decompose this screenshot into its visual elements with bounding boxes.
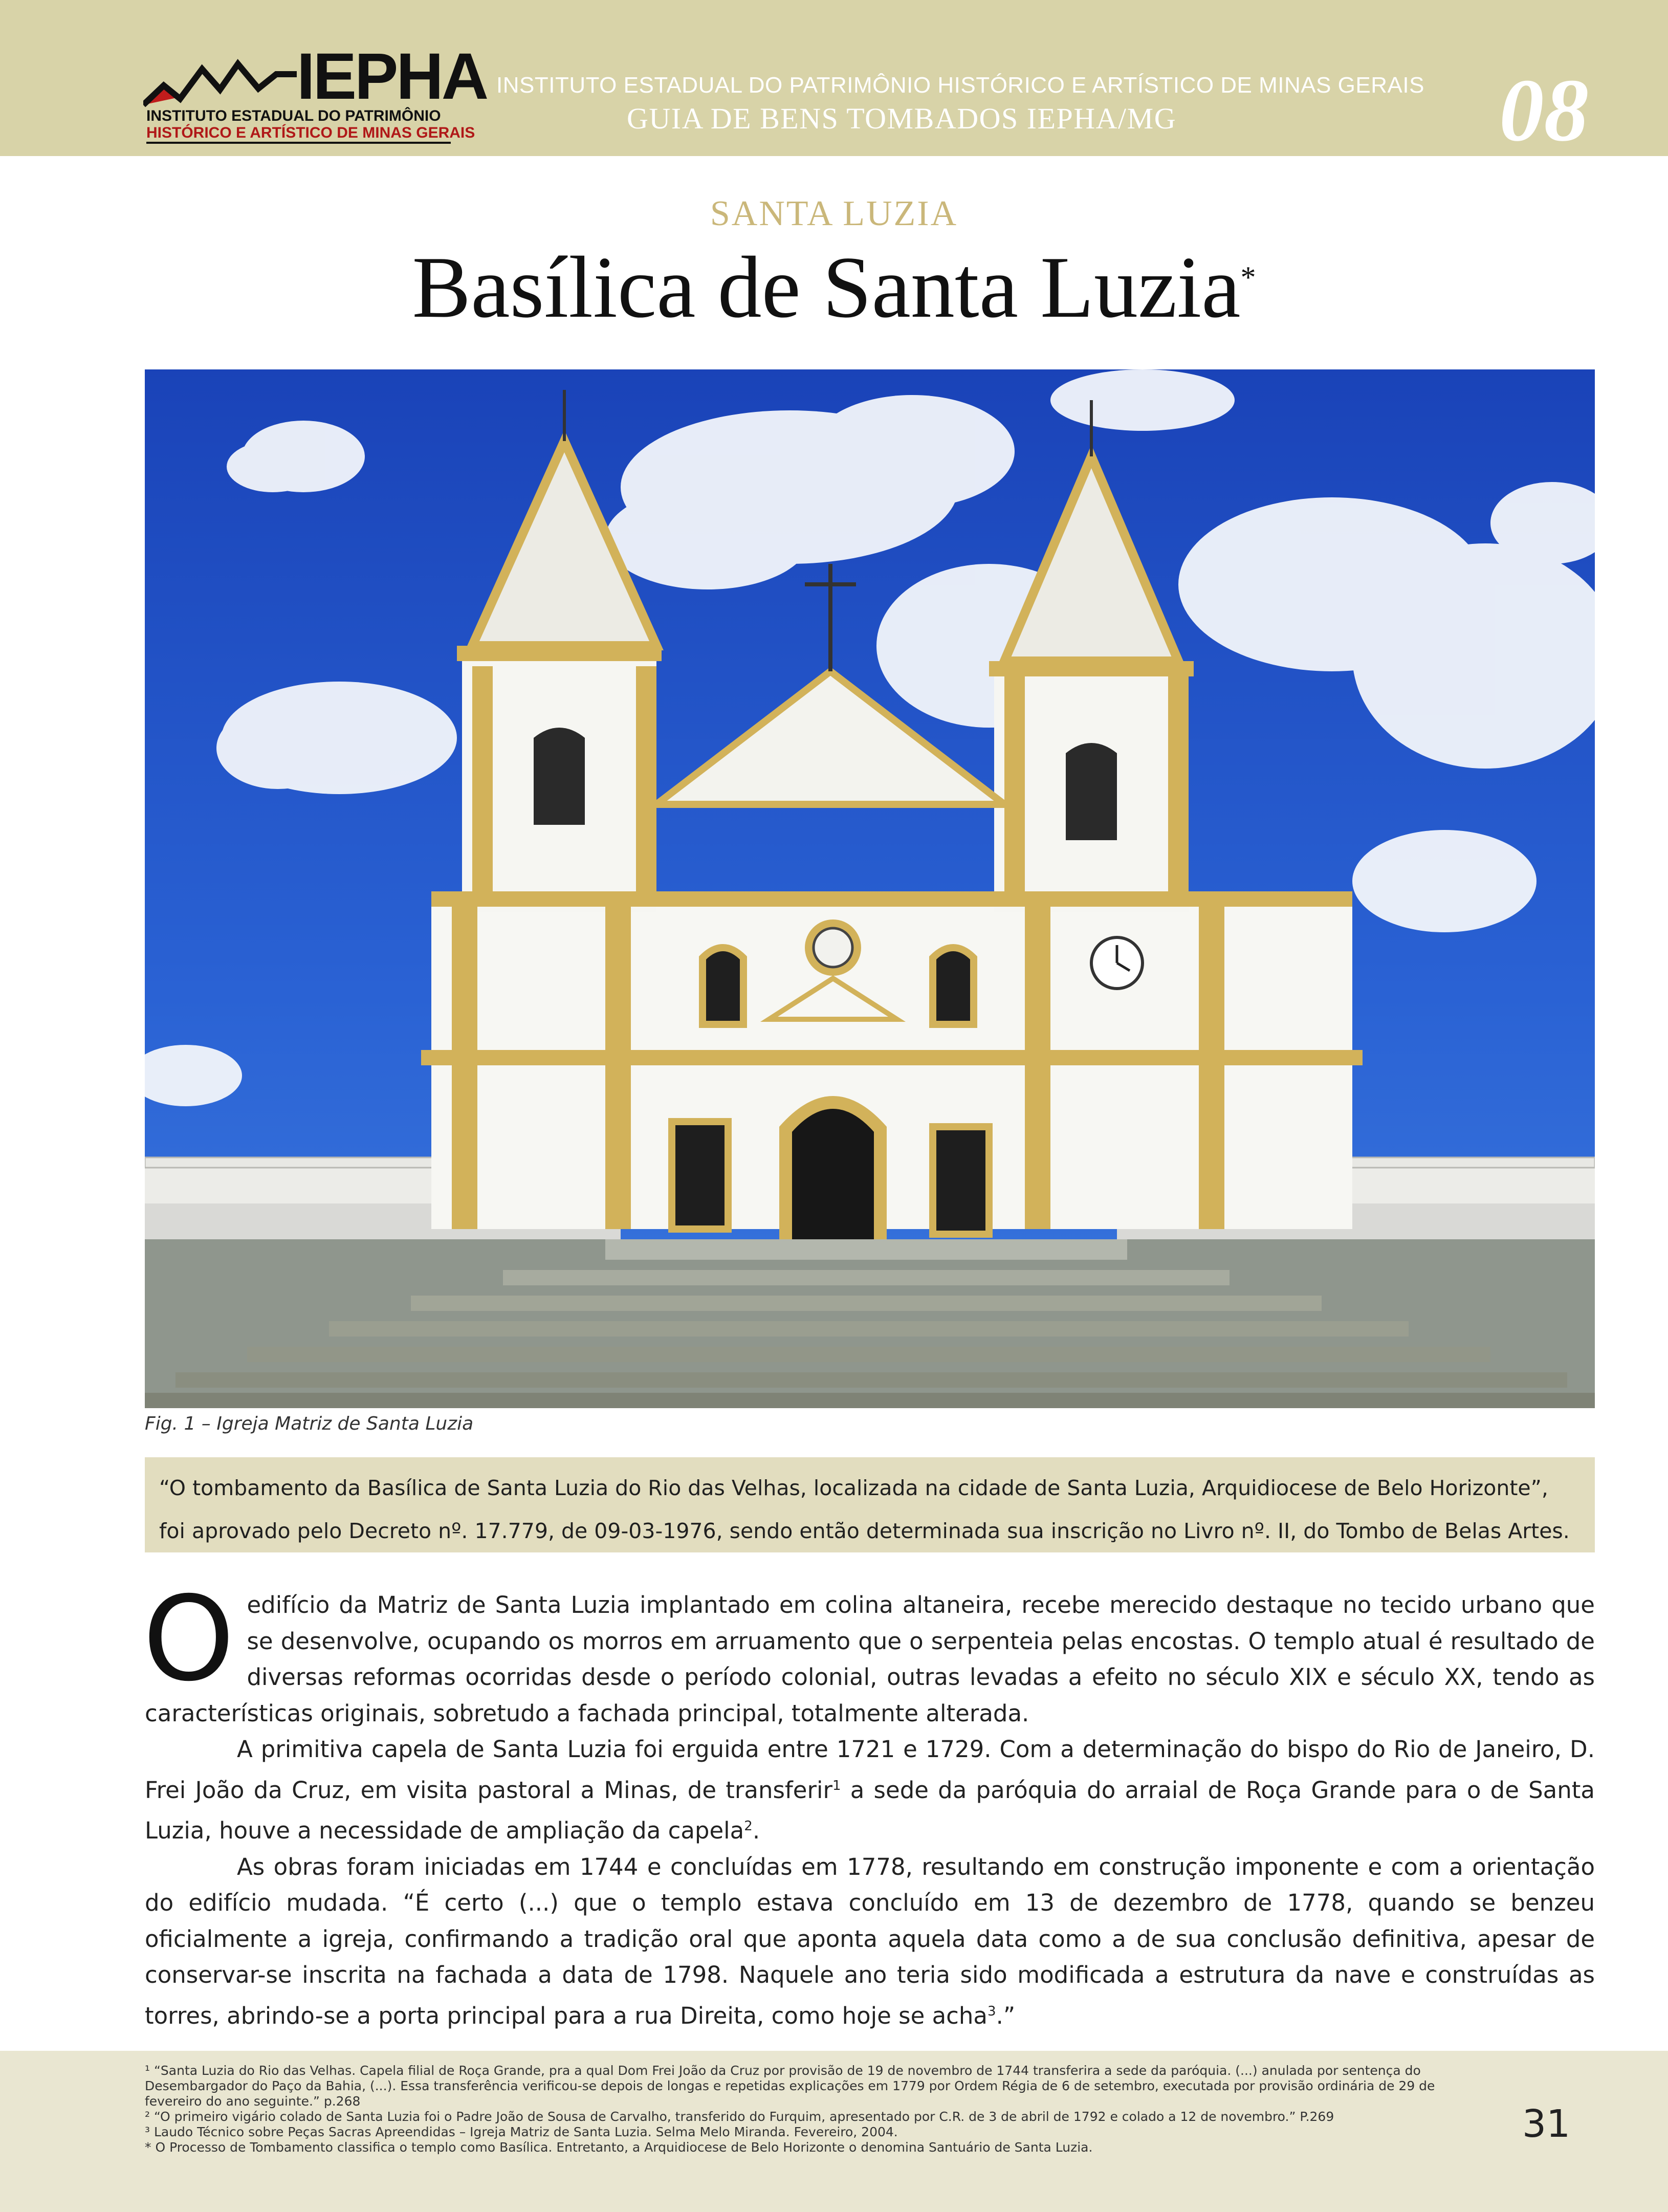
footnotes: [145, 2063, 1496, 2155]
institute-name: INSTITUTO ESTADUAL DO PATRIMÔNIO HISTÓRICO E ARTÍSTICO DE MINAS GERAIS: [496, 73, 1424, 98]
page-number: 31: [1522, 2102, 1571, 2146]
footnote-3: ³ Laudo Técnico sobre Peças Sacras Apreendidas – Igreja Matriz de Santa Luzia. Selma Melo Miranda. Fevereiro, 2004.: [145, 2125, 898, 2139]
mountains-logo-icon: [143, 54, 302, 110]
footnote-ref-1[interactable]: 1: [832, 1778, 841, 1793]
logo-subtitle-line2: HISTÓRICO E ARTÍSTICO DE MINAS GERAIS: [146, 124, 475, 141]
logo-subtitle: [146, 107, 475, 141]
drop-cap: O: [143, 1571, 235, 1707]
quote-box: “O tombamento da Basílica de Santa Luzia do Rio das Velhas, localizada na cidade de Santa Luzia, Arquidiocese de Belo Horizonte”, foi aprovado pelo Decreto nº. 17.779, de 09-03-1976, sendo então determinada sua inscrição no Livro nº. II, do Tombo de Belas Artes.: [145, 1457, 1595, 1552]
logo-subtitle-line1: INSTITUTO ESTADUAL DO PATRIMÔNIO: [146, 107, 441, 124]
article-body: [143, 1571, 1595, 2034]
footnote-asterisk: * O Processo de Tombamento classifica o templo como Basílica. Entretanto, a Arquidiocese de Belo Horizonte o denomina Santuário de Santa Luzia.: [145, 2140, 1093, 2155]
paragraph-3: [145, 1849, 1595, 2034]
paragraph-2-text-c: .: [752, 1817, 760, 1844]
paragraph-1: [143, 1571, 1595, 1732]
paragraph-2-text-a: A primitiva capela de Santa Luzia foi erguida entre 1721 e 1729. Com a determinação do bispo do Rio de Janeiro, D. Frei João da Cruz, em visita pastoral a Minas, de transferir: [145, 1736, 1595, 1804]
paragraph-2-text-b: a sede da paróquia do arraial de Roça Grande para o de Santa Luzia, houve a necessidade de ampliação da capela: [145, 1776, 1595, 1844]
page-title: [0, 236, 1668, 339]
guide-title: GUIA DE BENS TOMBADOS IEPHA/MG: [627, 102, 1177, 135]
city-heading: SANTA LUZIA: [710, 194, 958, 233]
footnote-1: ¹ “Santa Luzia do Rio das Velhas. Capela filial de Roça Grande, pra a qual Dom Frei João da Cruz por provisão de 19 de novembro de 1744 transferira a sede da paróquia. (...) anulada por sentença do Desembargador do Paço da Bahia, (...). Essa transferência verificou-se depois de longas e repetidas explicações em 1779 por Ordem Régia de 6 de setembro, executada por provisão ordinária de 29 de fevereiro do ano seguinte.” p.268: [145, 2063, 1435, 2109]
paragraph-1-text: edifício da Matriz de Santa Luzia implantado em colina altaneira, recebe merecido destaque no tecido urbano que se desenvolve, ocupando os morros em arruamento que o serpenteia pelas encostas. O templo atual é resultado de diversas reformas ocorridas desde o período colonial, outras levadas a efeito no século XIX e século XX, tendo as características originais, sobretudo a fachada principal, totalmente alterada.: [145, 1591, 1595, 1727]
figure-caption: Fig. 1 – Igreja Matriz de Santa Luzia: [145, 1413, 474, 1434]
paragraph-2: [145, 1732, 1595, 1849]
iepha-logo[interactable]: [143, 40, 487, 146]
paragraph-3-text-a: As obras foram iniciadas em 1744 e concluídas em 1778, resultando em construção imponente e com a orientação do edifício mudada. “É certo (...) que o templo estava concluído em 13 de dezembro de 1778, quando se benzeu oficialmente a igreja, confirmando a tradição oral que aponta aquela data como a de sua conclusão definitiva, apesar de conservar-se inscrita na fachada a data de 1798. Naquele ano teria sido modificada a estrutura da nave e construídas as torres, abrindo-se a porta principal para a rua Direita, como hoje se acha: [145, 1853, 1595, 2029]
church-photo: [145, 369, 1595, 1408]
paragraph-3-text-b: .”: [996, 2002, 1016, 2029]
title-footnote-mark: *: [1240, 260, 1256, 294]
footnote-ref-2[interactable]: 2: [744, 1819, 753, 1834]
chapter-number: 08: [1499, 60, 1589, 160]
footnotes-band: [0, 2051, 1668, 2212]
logo-rule: [146, 142, 451, 144]
footnote-2: ² “O primeiro vigário colado de Santa Luzia foi o Padre João de Sousa de Carvalho, transferido do Furquim, apresentado por C.R. de 3 de abril de 1792 e colado a 12 de novembro.” P.269: [145, 2109, 1334, 2124]
footnote-ref-3[interactable]: 3: [987, 2003, 996, 2019]
church-illustration: [145, 369, 1595, 1408]
logo-wordmark: IEPHA: [297, 40, 487, 113]
header-band: [0, 0, 1668, 160]
title-text: Basílica de Santa Luzia: [412, 239, 1241, 336]
